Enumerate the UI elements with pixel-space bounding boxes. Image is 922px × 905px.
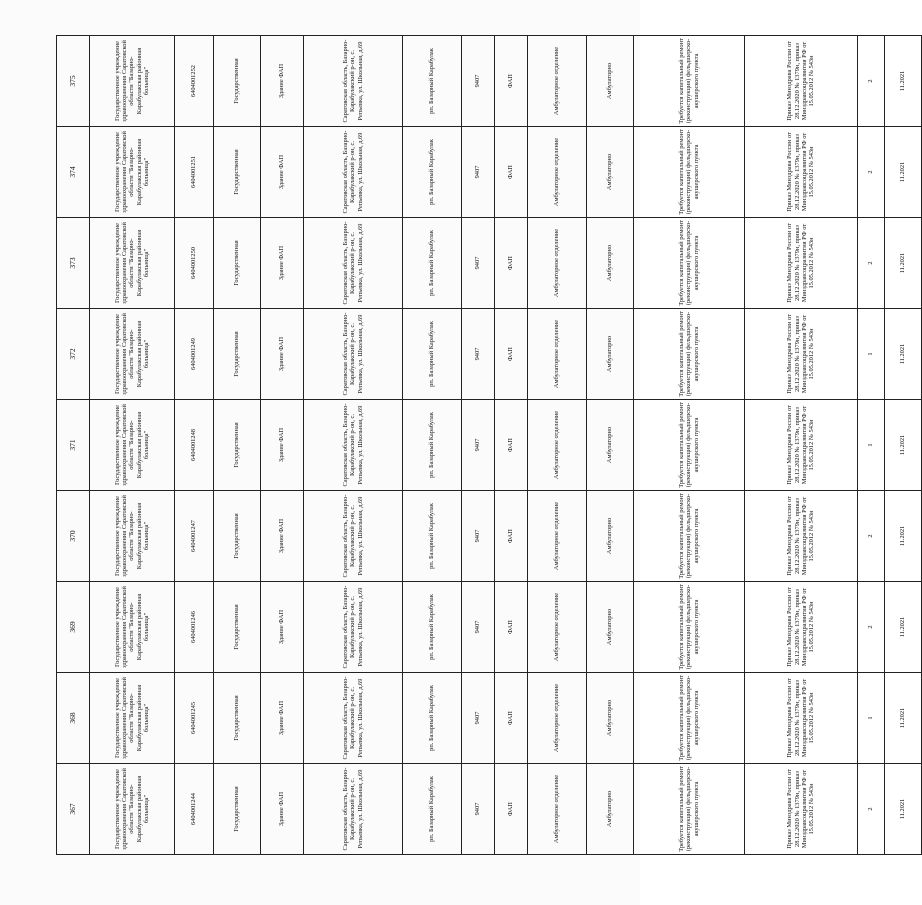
row-need [634, 36, 745, 855]
cell-code: 9407 [462, 582, 495, 673]
cell-care: Амбулаторно [587, 673, 634, 764]
cell-count: 1 [858, 309, 885, 400]
cell-division: Амбулаторное отделение [528, 582, 587, 673]
cell-need: Требуется капитальный ремонт (реконструкция) фельдшерско-акушерского пункта [634, 218, 745, 309]
row-date [885, 36, 922, 855]
row-care [587, 36, 634, 855]
cell-care: Амбулаторно [587, 309, 634, 400]
cell-date: 11.2021 [885, 127, 922, 218]
cell-settlement: рп. Базарный Карабулак [403, 673, 462, 764]
row-id [57, 36, 90, 855]
cell-holder: Государственное учреждение здравоохранения Саратовской области "Базарно-Карабулакская районная больница" [90, 309, 175, 400]
cell-basis: Приказ Минздрава России от 28.12.2020 № 1379н, приказ Минздравсоцразвития РФ от 15.05.2012 № 543н [745, 218, 858, 309]
cell-division: Амбулаторное отделение [528, 309, 587, 400]
cell-address: Саратовская область, Базарно-Карабулакский р-он, с. Репьевка, ул. Школьная, д.69 [304, 491, 403, 582]
row-inn [175, 36, 214, 855]
cell-inn: 6404001248 [175, 400, 214, 491]
cell-count: 1 [858, 400, 885, 491]
cell-id: 370 [57, 491, 90, 582]
cell-id: 368 [57, 673, 90, 764]
cell-address: Саратовская область, Базарно-Карабулакский р-он, с. Репьевка, ул. Школьная, д.69 [304, 400, 403, 491]
cell-count: 2 [858, 582, 885, 673]
cell-building: Здание ФАП [261, 582, 304, 673]
cell-address: Саратовская область, Базарно-Карабулакский р-он, с. Репьевка, ул. Школьная, д.69 [304, 36, 403, 127]
cell-division: Амбулаторное отделение [528, 400, 587, 491]
cell-form: Государственная [214, 491, 261, 582]
cell-building: Здание ФАП [261, 400, 304, 491]
cell-date: 11.2021 [885, 764, 922, 855]
cell-code: 9407 [462, 127, 495, 218]
cell-need: Требуется капитальный ремонт (реконструкция) фельдшерско-акушерского пункта [634, 673, 745, 764]
cell-need: Требуется капитальный ремонт (реконструкция) фельдшерско-акушерского пункта [634, 36, 745, 127]
cell-id: 371 [57, 400, 90, 491]
cell-inn: 6404001252 [175, 36, 214, 127]
cell-settlement: рп. Базарный Карабулак [403, 764, 462, 855]
cell-form: Государственная [214, 309, 261, 400]
cell-date: 11.2021 [885, 582, 922, 673]
cell-count: 2 [858, 127, 885, 218]
cell-date: 11.2021 [885, 491, 922, 582]
cell-type: ФАП [495, 673, 528, 764]
cell-basis: Приказ Минздрава России от 28.12.2020 № 1379н, приказ Минздравсоцразвития РФ от 15.05.2012 № 543н [745, 127, 858, 218]
cell-inn: 6404001250 [175, 218, 214, 309]
cell-care: Амбулаторно [587, 36, 634, 127]
rotated-table-wrapper [56, 35, 907, 855]
cell-count: 2 [858, 218, 885, 309]
cell-settlement: рп. Базарный Карабулак [403, 491, 462, 582]
cell-holder: Государственное учреждение здравоохранения Саратовской области "Базарно-Карабулакская районная больница" [90, 491, 175, 582]
cell-form: Государственная [214, 127, 261, 218]
cell-building: Здание ФАП [261, 491, 304, 582]
cell-form: Государственная [214, 582, 261, 673]
cell-id: 375 [57, 36, 90, 127]
cell-code: 9407 [462, 673, 495, 764]
cell-care: Амбулаторно [587, 491, 634, 582]
cell-inn: 6404001245 [175, 673, 214, 764]
cell-code: 9407 [462, 218, 495, 309]
cell-holder: Государственное учреждение здравоохранения Саратовской области "Базарно-Карабулакская районная больница" [90, 582, 175, 673]
cell-settlement: рп. Базарный Карабулак [403, 218, 462, 309]
cell-settlement: рп. Базарный Карабулак [403, 582, 462, 673]
row-building [261, 36, 304, 855]
cell-code: 9407 [462, 400, 495, 491]
row-basis [745, 36, 858, 855]
cell-type: ФАП [495, 36, 528, 127]
cell-division: Амбулаторное отделение [528, 491, 587, 582]
cell-count: 1 [858, 673, 885, 764]
cell-care: Амбулаторно [587, 582, 634, 673]
cell-address: Саратовская область, Базарно-Карабулакский р-он, с. Репьевка, ул. Школьная, д.69 [304, 673, 403, 764]
cell-form: Государственная [214, 673, 261, 764]
row-form [214, 36, 261, 855]
cell-count: 2 [858, 36, 885, 127]
cell-need: Требуется капитальный ремонт (реконструкция) фельдшерско-акушерского пункта [634, 309, 745, 400]
cell-address: Саратовская область, Базарно-Карабулакский р-он, с. Репьевка, ул. Школьная, д.69 [304, 582, 403, 673]
cell-id: 367 [57, 764, 90, 855]
cell-type: ФАП [495, 491, 528, 582]
row-division [528, 36, 587, 855]
cell-form: Государственная [214, 36, 261, 127]
row-settlement [403, 36, 462, 855]
row-code [462, 36, 495, 855]
cell-address: Саратовская область, Базарно-Карабулакский р-он, с. Репьевка, ул. Школьная, д.69 [304, 127, 403, 218]
cell-care: Амбулаторно [587, 400, 634, 491]
cell-code: 9407 [462, 309, 495, 400]
cell-holder: Государственное учреждение здравоохранения Саратовской области "Базарно-Карабулакская районная больница" [90, 400, 175, 491]
cell-building: Здание ФАП [261, 218, 304, 309]
cell-care: Амбулаторно [587, 127, 634, 218]
cell-basis: Приказ Минздрава России от 28.12.2020 № 1379н, приказ Минздравсоцразвития РФ от 15.05.2012 № 543н [745, 673, 858, 764]
cell-inn: 6404001251 [175, 127, 214, 218]
cell-date: 11.2021 [885, 309, 922, 400]
cell-holder: Государственное учреждение здравоохранения Саратовской области "Базарно-Карабулакская районная больница" [90, 127, 175, 218]
cell-type: ФАП [495, 582, 528, 673]
cell-building: Здание ФАП [261, 127, 304, 218]
cell-type: ФАП [495, 218, 528, 309]
cell-type: ФАП [495, 764, 528, 855]
cell-inn: 6404001247 [175, 491, 214, 582]
facilities-table [56, 35, 922, 855]
cell-basis: Приказ Минздрава России от 28.12.2020 № 1379н, приказ Минздравсоцразвития РФ от 15.05.2012 № 543н [745, 36, 858, 127]
cell-form: Государственная [214, 218, 261, 309]
cell-holder: Государственное учреждение здравоохранения Саратовской области "Базарно-Карабулакская районная больница" [90, 764, 175, 855]
cell-need: Требуется капитальный ремонт (реконструкция) фельдшерско-акушерского пункта [634, 127, 745, 218]
cell-basis: Приказ Минздрава России от 28.12.2020 № 1379н, приказ Минздравсоцразвития РФ от 15.05.2012 № 543н [745, 400, 858, 491]
row-type [495, 36, 528, 855]
cell-building: Здание ФАП [261, 36, 304, 127]
cell-count: 2 [858, 764, 885, 855]
cell-basis: Приказ Минздрава России от 28.12.2020 № 1379н, приказ Минздравсоцразвития РФ от 15.05.2012 № 543н [745, 764, 858, 855]
cell-count: 2 [858, 491, 885, 582]
cell-inn: 6404001246 [175, 582, 214, 673]
cell-form: Государственная [214, 400, 261, 491]
cell-date: 11.2021 [885, 673, 922, 764]
cell-date: 11.2021 [885, 400, 922, 491]
cell-code: 9407 [462, 764, 495, 855]
cell-id: 374 [57, 127, 90, 218]
row-holder [90, 36, 175, 855]
cell-basis: Приказ Минздрава России от 28.12.2020 № 1379н, приказ Минздравсоцразвития РФ от 15.05.2012 № 543н [745, 491, 858, 582]
cell-settlement: рп. Базарный Карабулак [403, 400, 462, 491]
cell-address: Саратовская область, Базарно-Карабулакский р-он, с. Репьевка, ул. Школьная, д.69 [304, 764, 403, 855]
cell-need: Требуется капитальный ремонт (реконструкция) фельдшерско-акушерского пункта [634, 491, 745, 582]
row-count [858, 36, 885, 855]
cell-address: Саратовская область, Базарно-Карабулакский р-он, с. Репьевка, ул. Школьная, д.69 [304, 218, 403, 309]
cell-form: Государственная [214, 764, 261, 855]
cell-division: Амбулаторное отделение [528, 673, 587, 764]
cell-building: Здание ФАП [261, 673, 304, 764]
cell-division: Амбулаторное отделение [528, 127, 587, 218]
cell-building: Здание ФАП [261, 309, 304, 400]
cell-basis: Приказ Минздрава России от 28.12.2020 № 1379н, приказ Минздравсоцразвития РФ от 15.05.2012 № 543н [745, 582, 858, 673]
cell-code: 9407 [462, 36, 495, 127]
cell-division: Амбулаторное отделение [528, 218, 587, 309]
cell-date: 11.2021 [885, 218, 922, 309]
cell-type: ФАП [495, 127, 528, 218]
cell-settlement: рп. Базарный Карабулак [403, 309, 462, 400]
cell-id: 373 [57, 218, 90, 309]
cell-type: ФАП [495, 309, 528, 400]
cell-address: Саратовская область, Базарно-Карабулакский р-он, с. Репьевка, ул. Школьная, д.69 [304, 309, 403, 400]
cell-holder: Государственное учреждение здравоохранения Саратовской области "Базарно-Карабулакская районная больница" [90, 673, 175, 764]
row-address [304, 36, 403, 855]
cell-id: 372 [57, 309, 90, 400]
cell-holder: Государственное учреждение здравоохранения Саратовской области "Базарно-Карабулакская районная больница" [90, 218, 175, 309]
cell-settlement: рп. Базарный Карабулак [403, 36, 462, 127]
cell-holder: Государственное учреждение здравоохранения Саратовской области "Базарно-Карабулакская районная больница" [90, 36, 175, 127]
cell-building: Здание ФАП [261, 764, 304, 855]
cell-date: 11.2021 [885, 36, 922, 127]
cell-inn: 6404001249 [175, 309, 214, 400]
cell-need: Требуется капитальный ремонт (реконструкция) фельдшерско-акушерского пункта [634, 582, 745, 673]
cell-care: Амбулаторно [587, 764, 634, 855]
cell-settlement: рп. Базарный Карабулак [403, 127, 462, 218]
cell-need: Требуется капитальный ремонт (реконструкция) фельдшерско-акушерского пункта [634, 764, 745, 855]
cell-basis: Приказ Минздрава России от 28.12.2020 № 1379н, приказ Минздравсоцразвития РФ от 15.05.2012 № 543н [745, 309, 858, 400]
cell-type: ФАП [495, 400, 528, 491]
cell-inn: 6404001244 [175, 764, 214, 855]
cell-code: 9407 [462, 491, 495, 582]
cell-care: Амбулаторно [587, 218, 634, 309]
cell-id: 369 [57, 582, 90, 673]
cell-need: Требуется капитальный ремонт (реконструкция) фельдшерско-акушерского пункта [634, 400, 745, 491]
cell-division: Амбулаторное отделение [528, 36, 587, 127]
cell-division: Амбулаторное отделение [528, 764, 587, 855]
